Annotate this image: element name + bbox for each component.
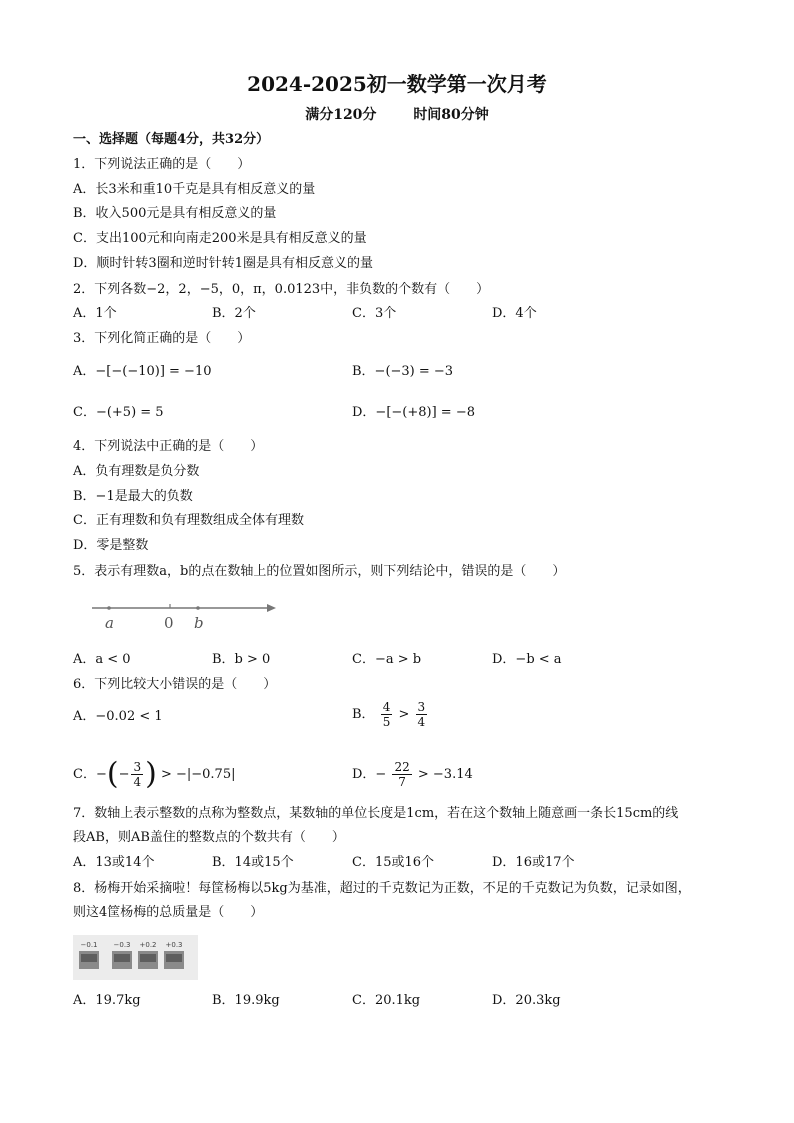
q2-option-b: B．2个	[212, 306, 256, 321]
fraction	[392, 760, 411, 789]
svg-text:−0.3: −0.3	[113, 941, 131, 949]
exam-subtitle	[0, 104, 794, 124]
label-a: a	[105, 614, 114, 632]
q4-option-b: B．−1是最大的负数	[73, 489, 193, 504]
denominator: 5	[382, 715, 391, 729]
q4-option-a: A．负有理数是负分数	[73, 464, 200, 479]
q1-stem: 1．下列说法正确的是（ ）	[73, 157, 251, 172]
fraction	[381, 700, 393, 729]
numerator: 3	[417, 700, 426, 714]
paren-right: )	[145, 756, 157, 792]
q3-option-b: B．−(−3) = −3	[352, 364, 454, 379]
time-limit: 时间80分钟	[413, 107, 489, 123]
q4-option-d: D．零是整数	[73, 538, 149, 553]
svg-text:+0.3: +0.3	[165, 941, 183, 949]
label-b: b	[194, 614, 204, 632]
fraction	[416, 700, 428, 729]
q2-option-a: A．1个	[73, 306, 117, 321]
q3-stem: 3．下列化简正确的是（ ）	[73, 331, 251, 346]
label-zero: 0	[164, 614, 174, 632]
q1-option-d: D．顺时针转3圈和逆时针转1圈是具有相反意义的量	[73, 256, 373, 271]
section-heading: 一、选择题（每题4分，共32分）	[73, 132, 270, 147]
q6-option-d	[352, 760, 473, 789]
denominator: 4	[133, 775, 142, 789]
q6-c-rest: > −|−0.75|	[160, 767, 236, 782]
comparison-sign: >	[398, 707, 410, 722]
q8-option-b: B．19.9kg	[212, 993, 280, 1008]
q6-d-rest: > −3.14	[417, 767, 473, 782]
q6-d-prefix: D．−	[352, 767, 387, 782]
point-a	[107, 606, 111, 610]
q4-stem: 4．下列说法中正确的是（ ）	[73, 439, 264, 454]
denominator: 7	[398, 775, 406, 789]
q3-option-c: C．−(+5) = 5	[73, 405, 164, 420]
q8-stem-line1: 8．杨梅开始采摘啦！每筐杨梅以5kg为基准，超过的千克数记为正数，不足的千克数记为负数，记录如图，	[73, 881, 691, 896]
q3-option-a: A．−[−(−10)] = −10	[73, 364, 212, 379]
q5-stem: 5．表示有理数a，b的点在数轴上的位置如图所示，则下列结论中，错误的是（ ）	[73, 564, 566, 579]
q7-option-d: D．16或17个	[492, 855, 575, 870]
q6-option-a: A．−0.02 < 1	[73, 709, 163, 724]
q7-stem-line2: 段AB，则AB盖住的整数点的个数共有（ ）	[73, 830, 345, 845]
numerator: 4	[382, 700, 391, 714]
q8-stem-line2: 则这4筐杨梅的总质量是（ ）	[73, 905, 264, 920]
basket-4	[164, 941, 184, 969]
full-score: 满分120分	[305, 107, 377, 123]
svg-text:+0.2: +0.2	[139, 941, 157, 949]
point-b	[196, 606, 200, 610]
q1-option-b: B．收入500元是具有相反意义的量	[73, 206, 277, 221]
q8-option-a: A．19.7kg	[73, 993, 141, 1008]
q5-option-d: D．−b < a	[492, 652, 562, 667]
svg-text:−0.1: −0.1	[80, 941, 98, 949]
q1-option-a: A．长3米和重10千克是具有相反意义的量	[73, 182, 316, 197]
q6-option-b	[352, 700, 429, 729]
q5-option-c: C．−a > b	[352, 652, 422, 667]
q6-stem: 6．下列比较大小错误的是（ ）	[73, 677, 277, 692]
basket-3	[138, 941, 158, 969]
q7-option-b: B．14或15个	[212, 855, 294, 870]
paren-left: (	[106, 756, 119, 792]
q1-option-c: C．支出100元和向南走200米是具有相反意义的量	[73, 231, 367, 246]
q2-option-c: C．3个	[352, 306, 397, 321]
baskets-photo	[73, 935, 198, 980]
q8-option-d: D．20.3kg	[492, 993, 561, 1008]
denominator: 4	[417, 715, 426, 729]
fraction	[131, 760, 143, 789]
q2-option-d: D．4个	[492, 306, 537, 321]
q7-option-c: C．15或16个	[352, 855, 435, 870]
number-line-figure	[90, 596, 290, 636]
q3-option-d: D．−[−(+8)] = −8	[352, 405, 475, 420]
q2-stem: 2．下列各数−2，2，−5，0，π，0.0123中，非负数的个数有（ ）	[73, 282, 490, 297]
q6-c-prefix: C．−	[73, 767, 107, 782]
arrow-icon	[267, 604, 276, 612]
q8-option-c: C．20.1kg	[352, 993, 421, 1008]
basket-1	[79, 941, 99, 969]
q4-option-c: C．正有理数和负有理数组成全体有理数	[73, 513, 304, 528]
basket-2	[112, 941, 132, 969]
q7-stem-line1: 7．数轴上表示整数的点称为整数点，某数轴的单位长度是1cm，若在这个数轴上随意画一条长15cm的线	[73, 806, 679, 821]
q5-option-b: B．b > 0	[212, 652, 271, 667]
q6-option-c: C．−(− $\frac{3}{4}$ ) > −|−0.75|	[73, 756, 236, 792]
q5-option-a: A．a < 0	[73, 652, 131, 667]
q6-b-prefix: B．	[352, 707, 375, 722]
q7-option-a: A．13或14个	[73, 855, 155, 870]
numerator: 3	[133, 760, 142, 774]
exam-title: 2024-2025初一数学第一次月考	[247, 72, 547, 96]
numerator: 22	[394, 760, 410, 774]
